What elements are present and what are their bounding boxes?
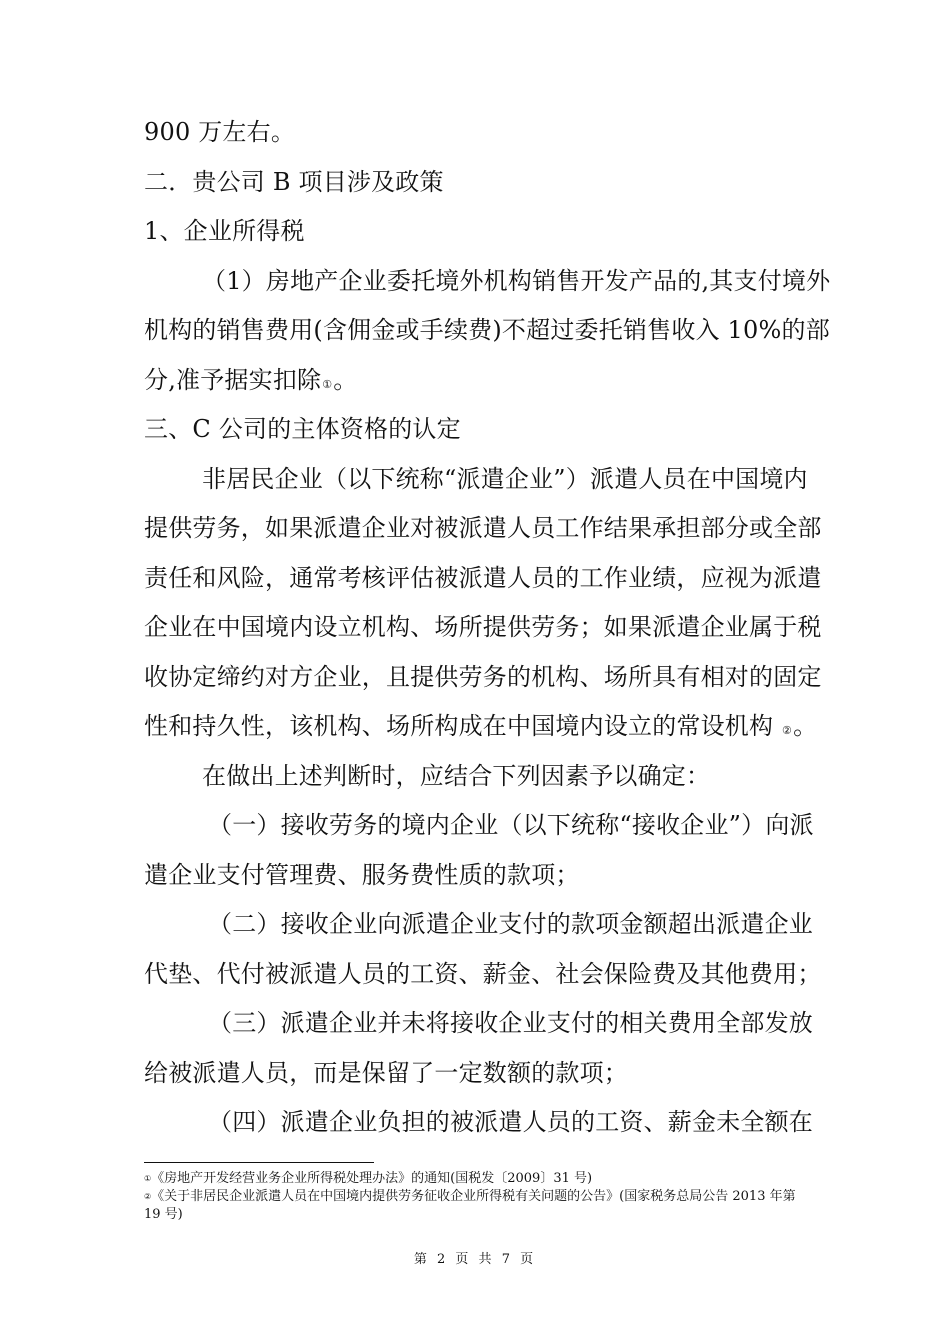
footnote-mark: ② xyxy=(144,1192,152,1201)
text-line: 代垫、代付被派遣人员的工资、薪金、社会保险费及其他费用； xyxy=(144,959,822,988)
footnote-mark: ① xyxy=(144,1174,152,1183)
footnote-text: 《关于非居民企业派遣人员在中国境内提供劳务征收企业所得税有关问题的公告》(国家税务总局公告 2013 年第 19 号) xyxy=(144,1189,796,1222)
text-line xyxy=(144,702,818,752)
footnote-ref-1[interactable]: ① xyxy=(322,377,333,391)
text-line: 机构的销售费用(含佣金或手续费)不超过委托销售收入 10%的部 xyxy=(144,316,830,344)
text-line xyxy=(144,356,812,406)
text-line: 在做出上述判断时，应结合下列因素予以确定： xyxy=(202,761,711,790)
text-period: 。 xyxy=(793,712,818,740)
text-line: 遣企业支付管理费、服务费性质的款项； xyxy=(144,860,580,889)
footnote-text: 《房地产开发经营业务企业所得税处理办法》的通知(国税发〔2009〕31 号) xyxy=(151,1171,593,1186)
footnote-divider xyxy=(144,1162,374,1163)
text-line: 给被派遣人员，而是保留了一定数额的款项； xyxy=(144,1058,628,1087)
text-span: 分,准予据实扣除 xyxy=(144,365,322,394)
subheading-enterprise-income-tax: 1、企业所得税 xyxy=(144,217,305,245)
text-line: 非居民企业（以下统称“派遣企业”）派遣人员在中国境内 xyxy=(202,464,808,493)
list-item-4: （四）派遣企业负担的被派遣人员的工资、薪金未全额在 xyxy=(208,1108,813,1136)
page-number: 第 2 页 共 7 页 xyxy=(413,1252,537,1267)
list-item-1: （一）接收劳务的境内企业（以下统称“接收企业”）向派 xyxy=(208,811,814,839)
list-item-3: （三）派遣企业并未将接收企业支付的相关费用全部发放 xyxy=(208,1009,813,1037)
text-line: 提供劳务，如果派遣企业对被派遣人员工作结果承担部分或全部 xyxy=(144,514,822,542)
list-item-2: （二）接收企业向派遣企业支付的款项金额超出派遣企业 xyxy=(208,910,813,938)
text-line: 900 万左右。 xyxy=(144,118,296,146)
body-text xyxy=(144,108,831,1148)
text-line: （1）房地产企业委托境外机构销售开发产品的,其支付境外 xyxy=(202,266,831,295)
text-line: 责任和风险，通常考核评估被派遣人员的工作业绩，应视为派遣 xyxy=(144,563,822,592)
footnote-2 xyxy=(144,1188,814,1224)
section-heading-c-company: 三、C 公司的主体资格的认定 xyxy=(144,415,461,443)
text-span: 性和持久性，该机构、场所构成在中国境内设立的常设机构 xyxy=(144,712,774,740)
footnote-ref-2[interactable]: ② xyxy=(782,724,793,737)
footnote-1 xyxy=(144,1170,814,1188)
text-line: 企业在中国境内设立机构、场所提供劳务；如果派遣企业属于税 xyxy=(144,613,822,641)
section-heading-b-project: 二．贵公司 B 项目涉及政策 xyxy=(144,167,444,196)
footnotes xyxy=(144,1170,814,1224)
text-period: 。 xyxy=(333,365,358,394)
text-line: 收协定缔约对方企业，且提供劳务的机构、场所具有相对的固定 xyxy=(144,662,822,691)
